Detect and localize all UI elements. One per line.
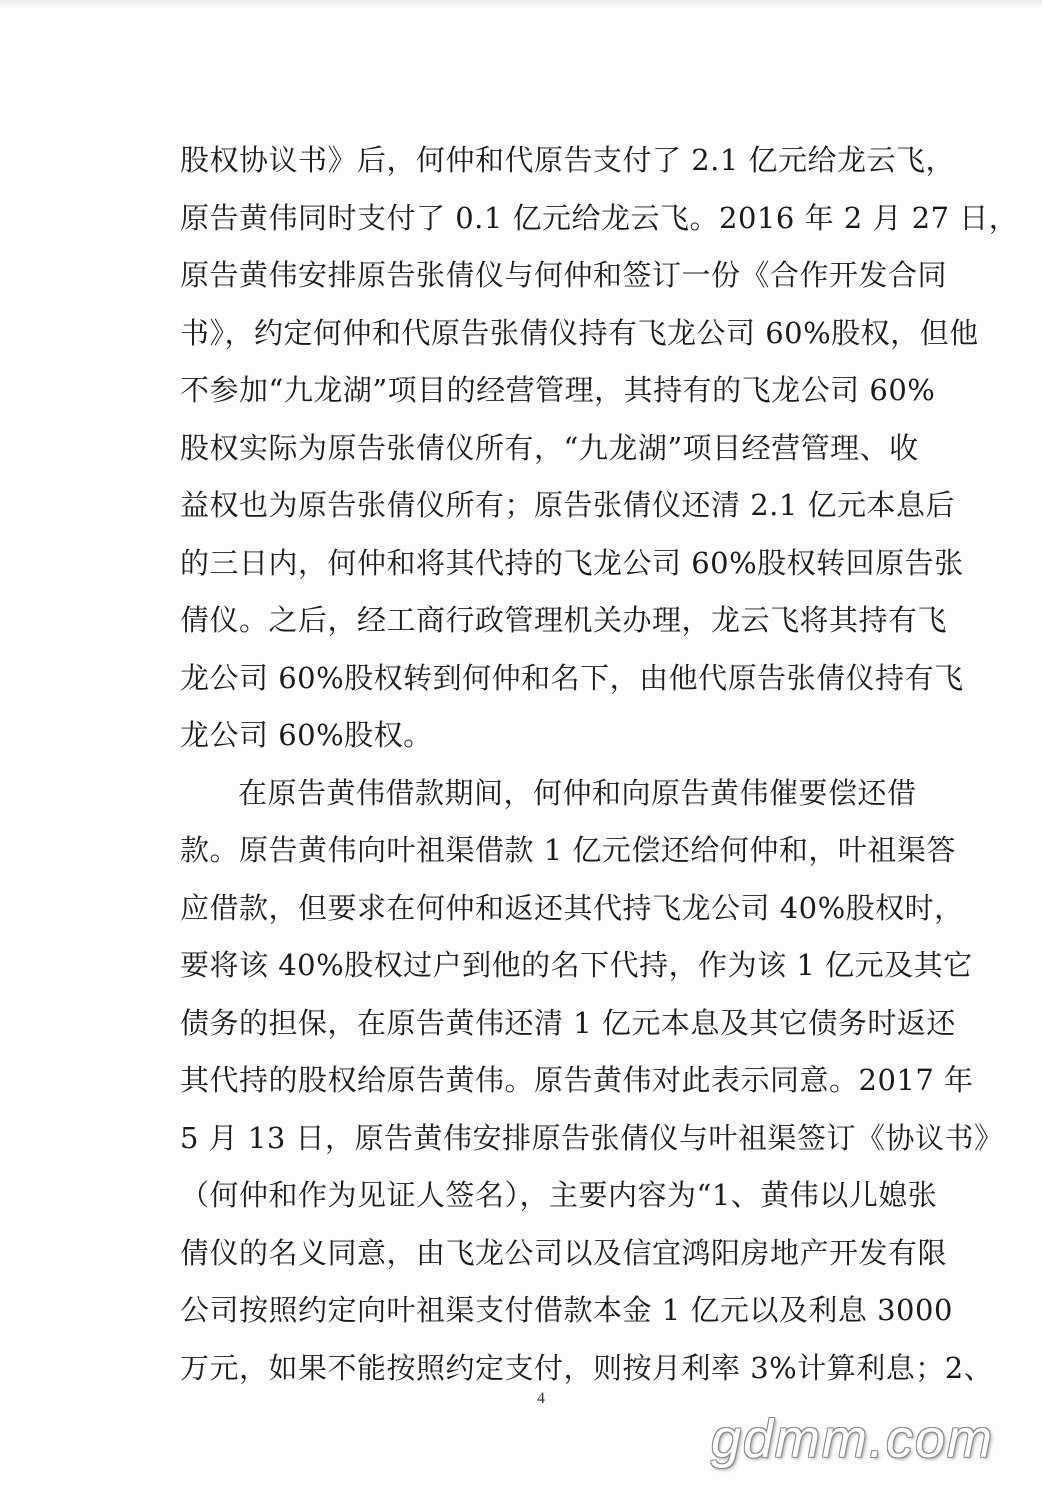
text-line: 其代持的股权给原告黄伟。原告黄伟对此表示同意。2017 年 [180, 1063, 974, 1097]
text-line: 5 月 13 日，原告黄伟安排原告张倩仪与叶祖渠签订《协议书》 [180, 1120, 1004, 1155]
text-line: 益权也为原告张倩仪所有；原告张倩仪还清 2.1 亿元本息后 [180, 488, 956, 522]
text-line: 股权实际为原告张倩仪所有，“九龙湖”项目经营管理、收 [180, 430, 919, 465]
text-line: 龙公司 60%股权转到何仲和名下，由他代原告张倩仪持有飞 [180, 660, 964, 695]
text-line: 倩仪。之后，经工商行政管理机关办理，龙云飞将其持有飞 [180, 603, 948, 637]
page-number: 4 [537, 1390, 545, 1407]
text-line: 的三日内，何仲和将其代持的飞龙公司 60%股权转回原告张 [180, 545, 964, 580]
text-line: 原告黄伟同时支付了 0.1 亿元给龙云飞。2016 年 2 月 27 日， [180, 200, 1019, 235]
text-line: 万元，如果不能按照约定支付，则按月利率 3%计算利息；2、 [180, 1350, 994, 1385]
text-line: 原告黄伟安排原告张倩仪与何仲和签订一份《合作开发合同 [180, 258, 948, 292]
paragraph-start-line: 在原告黄伟借款期间，何仲和向原告黄伟催要偿还借 [238, 775, 917, 810]
text-line: 龙公司 60%股权。 [180, 718, 433, 752]
text-line: 公司按照约定向叶祖渠支付借款本金 1 亿元以及利息 3000 [180, 1293, 953, 1327]
site-watermark: gdmm.com [710, 1409, 994, 1469]
text-line: 倩仪的名义同意，由飞龙公司以及信宜鸿阳房地产开发有限 [180, 1235, 948, 1270]
text-line: 应借款，但要求在何仲和返还其代持飞龙公司 40%股权时， [180, 890, 964, 925]
text-line: 要将该 40%股权过户到他的名下代持，作为该 1 亿元及其它 [180, 948, 973, 982]
text-line: （何仲和作为见证人签名），主要内容为“1、黄伟以儿媳张 [180, 1178, 938, 1212]
document-body [180, 132, 1019, 1397]
text-line: 股权协议书》后，何仲和代原告支付了 2.1 亿元给龙云飞， [180, 143, 956, 177]
text-line: 债务的担保，在原告黄伟还清 1 亿元本息及其它债务时返还 [180, 1005, 956, 1040]
text-line: 书》，约定何仲和代原告张倩仪持有飞龙公司 60%股权，但他 [180, 315, 979, 350]
text-line: 不参加“九龙湖”项目的经营管理，其持有的飞龙公司 60% [180, 373, 936, 407]
page-top-edge [0, 0, 1042, 8]
text-line: 款。原告黄伟向叶祖渠借款 1 亿元偿还给何仲和，叶祖渠答 [180, 833, 956, 867]
